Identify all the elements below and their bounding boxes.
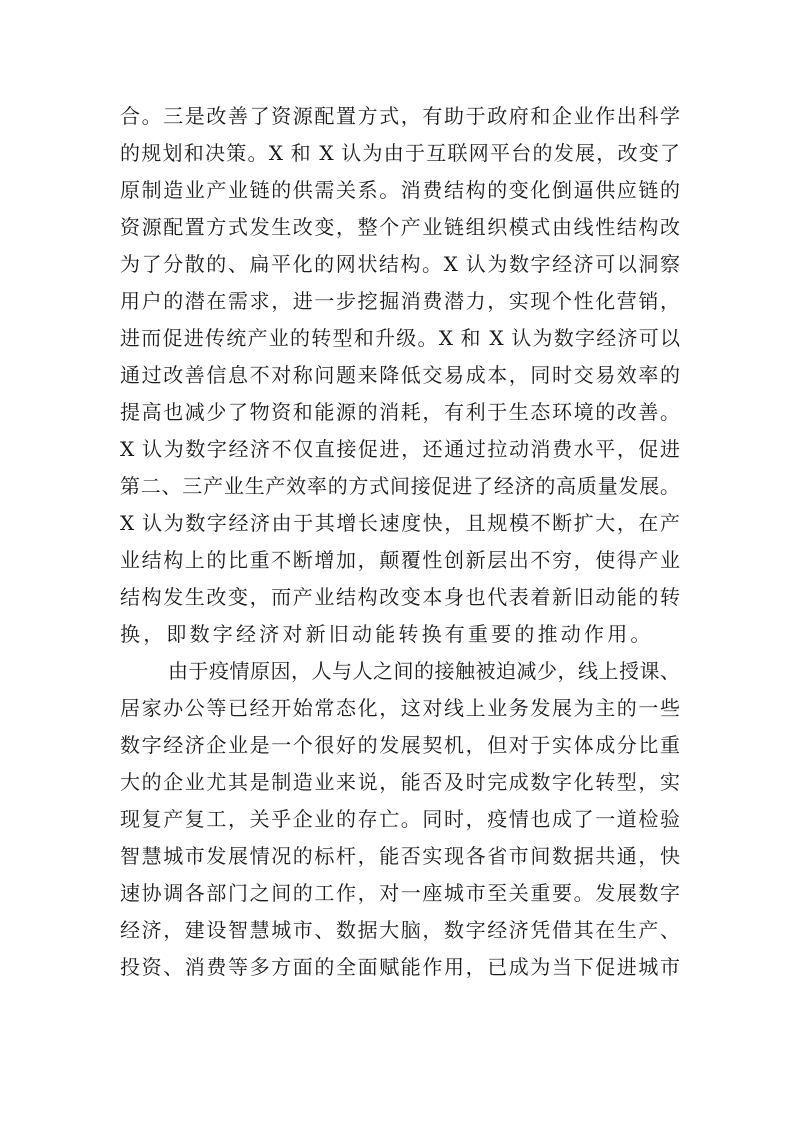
text-line: 投资、消费等多方面的全面赋能作用，已成为当下促进城市 xyxy=(120,955,680,979)
text-line: 现复产复工，关乎企业的存亡。同时，疫情也成了一道检验 xyxy=(120,807,680,831)
text-line: X 认为数字经济由于其增长速度快，且规模不断扩大，在产 xyxy=(120,511,680,535)
text-line-last: 换，即数字经济对新旧动能转换有重要的推动作用。 xyxy=(120,622,654,646)
body-text xyxy=(120,98,680,986)
text-line: 第二、三产业生产效率的方式间接促进了经济的高质量发展。 xyxy=(120,474,680,498)
text-line: 通过改善信息不对称问题来降低交易成本，同时交易效率的 xyxy=(120,363,680,387)
text-line: 为了分散的、扁平化的网状结构。X 认为数字经济可以洞察 xyxy=(120,252,680,276)
text-line: 进而促进传统产业的转型和升级。X 和 X 认为数字经济可以 xyxy=(120,326,680,350)
text-line: 大的企业尤其是制造业来说，能否及时完成数字化转型，实 xyxy=(120,770,680,794)
text-line: 结构发生改变，而产业结构改变本身也代表着新旧动能的转 xyxy=(120,585,680,609)
text-line: 速协调各部门之间的工作，对一座城市至关重要。发展数字 xyxy=(120,881,680,905)
text-line: 提高也减少了物资和能源的消耗，有利于生态环境的改善。 xyxy=(120,400,680,424)
text-line: 经济，建设智慧城市、数据大脑，数字经济凭借其在生产、 xyxy=(120,918,680,942)
text-line: 智慧城市发展情况的标杆，能否实现各省市间数据共通，快 xyxy=(120,844,680,868)
paragraph-1 xyxy=(120,98,680,653)
text-line: 的规划和决策。X 和 X 认为由于互联网平台的发展，改变了 xyxy=(120,141,680,165)
text-line-first: 由于疫情原因，人与人之间的接触被迫减少，线上授课、 xyxy=(168,659,680,683)
text-line: 合。三是改善了资源配置方式，有助于政府和企业作出科学 xyxy=(120,104,680,128)
text-line: 业结构上的比重不断增加，颠覆性创新层出不穷，使得产业 xyxy=(120,548,680,572)
text-line: 数字经济企业是一个很好的发展契机，但对于实体成分比重 xyxy=(120,733,680,757)
text-line: X 认为数字经济不仅直接促进，还通过拉动消费水平，促进 xyxy=(120,437,680,461)
text-line: 用户的潜在需求，进一步挖掘消费潜力，实现个性化营销， xyxy=(120,289,680,313)
text-line: 资源配置方式发生改变，整个产业链组织模式由线性结构改 xyxy=(120,215,680,239)
paragraph-2 xyxy=(120,653,680,986)
text-line: 居家办公等已经开始常态化，这对线上业务发展为主的一些 xyxy=(120,696,680,720)
text-line: 原制造业产业链的供需关系。消费结构的变化倒逼供应链的 xyxy=(120,178,680,202)
